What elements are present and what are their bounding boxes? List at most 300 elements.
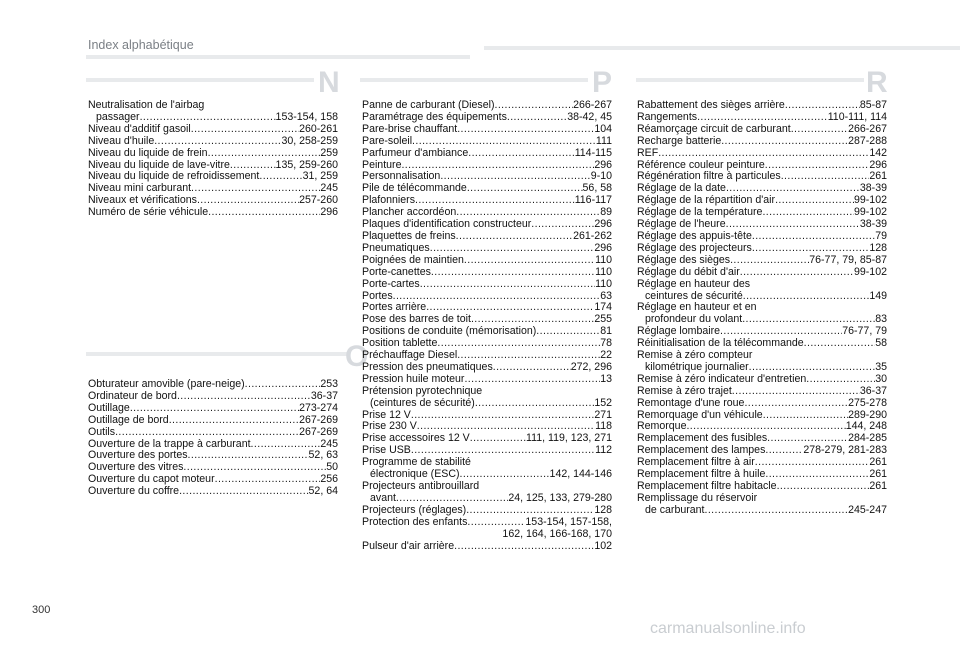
- entry-label: Pression huile moteur: [362, 372, 465, 385]
- index-entry-line: [637, 255, 887, 267]
- entry-pages: 13: [600, 372, 612, 385]
- entry-pages: 52, 64: [308, 485, 338, 498]
- index-entry-line: [88, 427, 338, 439]
- index-entry: [88, 486, 338, 498]
- index-entry-line: [362, 398, 612, 410]
- dot-leader: [215, 474, 321, 486]
- dot-leader: [752, 243, 869, 255]
- entry-pages: 142, 144-146: [549, 468, 612, 481]
- index-entry-line: [637, 148, 887, 160]
- section-p-entries: [362, 100, 612, 552]
- entry-pages: 9-10: [590, 170, 612, 183]
- entry-label: Réglage des appuis-tête: [637, 229, 752, 242]
- entry-label: Remplacement filtre à huile: [637, 468, 766, 481]
- entry-pages: 272, 296: [570, 360, 612, 373]
- index-entry-line: [88, 415, 338, 427]
- entry-label: Remplacement des fusibles: [637, 432, 768, 445]
- entry-label: Préchauffage Diesel: [362, 349, 458, 362]
- index-entry: [362, 136, 612, 148]
- index-entry: [88, 427, 338, 439]
- index-entry: [637, 136, 887, 148]
- section-r-divider: [636, 78, 864, 82]
- index-entry-line: [88, 136, 338, 148]
- entry-label: Neutralisation de l'airbag: [88, 99, 205, 111]
- header-divider-left: [86, 55, 470, 59]
- index-entry: [88, 403, 338, 415]
- dot-leader: [763, 410, 848, 422]
- entry-label: Numéro de série véhicule: [88, 206, 209, 219]
- index-entry-line: [637, 386, 887, 398]
- entry-pages: 104: [594, 122, 612, 135]
- entry-pages: 245: [320, 182, 338, 195]
- index-entry-line: [88, 486, 338, 498]
- entry-pages: 266-267: [573, 99, 612, 111]
- entry-pages: 30: [875, 372, 887, 385]
- index-entry: [88, 100, 338, 124]
- entry-pages: 261: [869, 456, 887, 469]
- entry-label: Ordinateur de bord: [88, 389, 177, 402]
- dot-leader: [743, 291, 870, 303]
- entry-label: Réinitialisation de la télécommande: [637, 337, 804, 350]
- dot-leader: [197, 195, 299, 207]
- entry-label: Réglage des projecteurs: [637, 241, 752, 254]
- entry-label: Pare-soleil: [362, 134, 413, 147]
- entry-label: Rabattement des sièges arrière: [637, 99, 785, 111]
- entry-label: Réglage du débit d'air: [637, 265, 740, 278]
- index-entry-line: [362, 279, 612, 291]
- index-entry-line: [362, 255, 612, 267]
- dot-leader: [179, 486, 308, 498]
- index-entry: [88, 207, 338, 219]
- entry-pages-continued: 162, 164, 166-168, 170: [502, 527, 612, 540]
- index-entry: [362, 279, 612, 291]
- dot-leader: [430, 243, 595, 255]
- entry-pages: 112: [595, 444, 612, 457]
- index-entry: [362, 386, 612, 410]
- entry-pages: 259: [320, 146, 338, 159]
- entry-label: Remise à zéro indicateur d'entretien: [637, 372, 807, 385]
- entry-pages: 260-261: [299, 122, 338, 135]
- entry-label: Pression des pneumatiques: [362, 360, 493, 373]
- index-entry-line: [88, 124, 338, 136]
- entry-label: Ouverture du capot moteur: [88, 473, 215, 486]
- entry-pages: 76-77, 79: [842, 325, 887, 338]
- entry-label: Personnalisation: [362, 170, 441, 183]
- section-n-divider: [86, 78, 314, 82]
- entry-pages: 261: [869, 480, 887, 492]
- entry-label: Niveau mini carburant: [88, 182, 192, 195]
- entry-pages: 31, 259: [302, 170, 338, 183]
- dot-leader: [437, 338, 600, 350]
- entry-label: Niveau du liquide de lave-vitre: [88, 158, 230, 171]
- entry-pages: 253: [320, 378, 338, 390]
- entry-pages: 296: [594, 158, 612, 171]
- section-p-letter: P: [592, 66, 613, 99]
- dot-leader: [191, 124, 299, 136]
- dot-leader: [765, 469, 869, 481]
- entry-pages: 284-285: [848, 432, 887, 445]
- entry-label: Prétension pyrotechnique: [362, 384, 483, 397]
- entry-pages: 245: [320, 437, 338, 450]
- section-o-letter: O: [345, 340, 369, 373]
- entry-label: Ouverture des portes: [88, 449, 188, 462]
- entry-pages: 102: [594, 539, 612, 552]
- entry-label: Réglage des sièges: [637, 253, 731, 266]
- entry-label: Prise 12 V: [362, 408, 411, 421]
- entry-label: REF: [637, 146, 659, 159]
- entry-label: Ouverture des vitres: [88, 461, 184, 474]
- entry-label: Rangements: [637, 110, 698, 123]
- page-header-title: Index alphabétique: [88, 38, 194, 52]
- entry-pages: 296: [594, 241, 612, 254]
- index-entry-line: [637, 267, 887, 279]
- dot-leader: [208, 207, 320, 219]
- entry-pages: 267-269: [299, 413, 338, 426]
- dot-leader: [721, 136, 848, 148]
- index-entry: [637, 279, 887, 303]
- index-entry: [362, 517, 612, 541]
- entry-label: Projecteurs (réglages): [362, 503, 467, 516]
- entry-label: Niveau d'additif gasoil: [88, 122, 191, 135]
- index-entry: [362, 374, 612, 386]
- entry-pages: 22: [600, 349, 612, 362]
- entry-pages: 152: [594, 396, 612, 409]
- entry-label: Portes arrière: [362, 301, 427, 314]
- entry-pages: 63: [600, 289, 612, 302]
- entry-label: kilométrique journalier: [645, 360, 749, 373]
- index-entry: [637, 493, 887, 517]
- entry-pages: 271: [594, 408, 612, 421]
- entry-pages: 111, 119, 123, 271: [525, 432, 612, 445]
- index-entry: [637, 386, 887, 398]
- dot-leader: [130, 403, 299, 415]
- dot-leader: [704, 505, 848, 517]
- entry-label: Réamorçage circuit de carburant: [637, 122, 791, 135]
- entry-pages: 144, 248: [845, 420, 887, 433]
- entry-label: Position tablette: [362, 337, 438, 350]
- entry-label: Plaquettes de freins: [362, 229, 456, 242]
- entry-pages: 35: [875, 360, 887, 373]
- entry-label: Niveau du liquide de refroidissement: [88, 170, 260, 183]
- entry-pages: 135, 259-260: [275, 158, 338, 171]
- entry-label: Prise accessoires 12 V: [362, 432, 470, 445]
- entry-pages: 76-77, 79, 85-87: [809, 253, 887, 266]
- index-entry: [88, 124, 338, 136]
- index-entry-line: [637, 124, 887, 136]
- index-entry-line: [362, 267, 612, 279]
- index-entry-line: [88, 148, 338, 160]
- dot-leader: [169, 415, 299, 427]
- entry-label: Panne de carburant (Diesel): [362, 99, 495, 111]
- dot-leader: [755, 457, 870, 469]
- index-entry-line: [637, 243, 887, 255]
- entry-label: Régénération filtre à particules: [637, 170, 781, 183]
- section-n-entries: [88, 100, 338, 219]
- entry-label: Référence couleur peinture: [637, 158, 765, 171]
- entry-label: Remplissage du réservoir: [637, 491, 758, 504]
- dot-leader: [744, 398, 848, 410]
- dot-leader: [420, 279, 595, 291]
- dot-leader: [466, 505, 594, 517]
- entry-pages: 50: [326, 461, 338, 474]
- dot-leader: [740, 267, 854, 279]
- dot-leader: [464, 374, 600, 386]
- dot-leader: [464, 255, 595, 267]
- entry-pages: 289-290: [848, 408, 887, 421]
- dot-leader: [791, 124, 848, 136]
- entry-pages: 99-102: [854, 265, 887, 278]
- index-entry-line: [362, 148, 612, 160]
- section-p-divider: [360, 78, 588, 82]
- dot-leader: [454, 541, 594, 553]
- entry-label: Niveau d'huile: [88, 134, 155, 147]
- entry-label: (ceintures de sécurité): [370, 396, 475, 409]
- entry-pages: 296: [869, 158, 887, 171]
- entry-pages: 256: [320, 473, 338, 486]
- index-entry: [637, 374, 887, 386]
- entry-label: Poignées de maintien: [362, 253, 464, 266]
- index-entry: [637, 398, 887, 410]
- entry-pages: 128: [594, 503, 612, 516]
- entry-label: Niveaux et vérifications: [88, 194, 197, 207]
- index-entry-line: [637, 374, 887, 386]
- index-entry-line: [637, 505, 887, 517]
- entry-label: Plancher accordéon: [362, 206, 457, 219]
- dot-leader: [115, 427, 299, 439]
- entry-label: Réglage de la répartition d'air: [637, 194, 776, 207]
- entry-label: Remplacement filtre habitacle: [637, 480, 777, 492]
- entry-label: Pile de télécommande: [362, 182, 467, 195]
- entry-pages: 110: [595, 253, 612, 266]
- dot-leader: [411, 410, 594, 422]
- entry-label: Outillage de bord: [88, 413, 169, 426]
- index-entry: [362, 124, 612, 136]
- entry-pages: 255: [594, 313, 612, 326]
- index-entry: [637, 243, 887, 255]
- entry-label: Obturateur amovible (pare-neige): [88, 378, 245, 390]
- entry-label: Recharge batterie: [637, 134, 722, 147]
- index-entry: [362, 148, 612, 160]
- entry-label: Pulseur d'air arrière: [362, 539, 455, 552]
- entry-label: Pose des barres de toit: [362, 313, 471, 326]
- index-entry: [637, 255, 887, 267]
- index-entry: [88, 148, 338, 160]
- index-entry-line: [362, 243, 612, 255]
- entry-pages: 118: [595, 420, 612, 433]
- entry-pages: 261: [869, 170, 887, 183]
- entry-pages: 149: [869, 289, 887, 302]
- entry-label: Projecteurs antibrouillard: [362, 480, 480, 492]
- index-entry: [637, 302, 887, 326]
- dot-leader: [658, 148, 869, 160]
- section-o-entries: [88, 379, 338, 498]
- entry-label: Pneumatiques: [362, 241, 430, 254]
- index-entry: [637, 350, 887, 374]
- index-entry: [88, 136, 338, 148]
- entry-pages: 30, 258-259: [281, 134, 338, 147]
- section-r-letter: R: [866, 66, 888, 99]
- entry-label: Programme de stabilité: [362, 456, 471, 469]
- entry-label: Remise à zéro trajet: [637, 384, 732, 397]
- entry-pages: 114-115: [574, 146, 612, 159]
- entry-pages: 296: [594, 218, 612, 231]
- entry-label: Réglage en hauteur des: [637, 277, 751, 290]
- entry-pages: 273-274: [299, 401, 338, 414]
- entry-label: Prise 230 V: [362, 420, 417, 433]
- entry-label: Remorquage d'un véhicule: [637, 408, 763, 421]
- entry-label: Paramétrage des équipements: [362, 110, 507, 123]
- index-entry-line: [362, 124, 612, 136]
- entry-pages: 36-37: [859, 384, 887, 397]
- index-entry: [362, 541, 612, 553]
- entry-pages: 99-102: [854, 194, 887, 207]
- entry-label: Remplacement filtre à air: [637, 456, 755, 469]
- entry-label: profondeur du volant: [645, 313, 743, 326]
- entry-label: Remplacement des lampes: [637, 444, 766, 457]
- index-entry: [637, 267, 887, 279]
- index-entry: [637, 124, 887, 136]
- entry-label: Remise à zéro compteur: [637, 349, 753, 362]
- index-entry: [362, 505, 612, 517]
- dot-leader: [431, 267, 595, 279]
- header-divider-right: [484, 46, 960, 50]
- dot-leader: [457, 124, 594, 136]
- entry-label: Réglage de l'heure: [637, 218, 726, 231]
- entry-pages: 128: [869, 241, 887, 254]
- entry-pages: 153-154, 158: [275, 110, 338, 123]
- entry-label: Réglage de la température: [637, 206, 763, 219]
- dot-leader: [470, 433, 526, 445]
- index-entry: [362, 267, 612, 279]
- entry-label: Ouverture de la trappe à carburant: [88, 437, 251, 450]
- entry-label: Positions de conduite (mémorisation): [362, 325, 537, 338]
- index-entry-line: [88, 207, 338, 219]
- dot-leader: [732, 386, 860, 398]
- dot-leader: [467, 517, 525, 529]
- entry-pages: 58: [875, 337, 887, 350]
- entry-label: Prise USB: [362, 444, 411, 457]
- entry-pages: 275-278: [848, 396, 887, 409]
- entry-pages: 266-267: [848, 122, 887, 135]
- dot-leader: [188, 450, 309, 462]
- entry-label: Ouverture du coffre: [88, 485, 180, 498]
- entry-label: Remontage d'une roue: [637, 396, 745, 409]
- section-n-letter: N: [318, 66, 340, 99]
- entry-label: Outils: [88, 425, 116, 438]
- index-entry: [637, 148, 887, 160]
- index-entry-line: [362, 136, 612, 148]
- entry-label: Protection des enfants: [362, 515, 468, 528]
- entry-label: Parfumeur d'ambiance: [362, 146, 469, 159]
- entry-pages: 245-247: [848, 503, 887, 516]
- entry-label: électronique (ESC): [370, 468, 460, 481]
- dot-leader: [536, 326, 600, 338]
- entry-pages: 85-87: [859, 99, 887, 111]
- dot-leader: [259, 171, 302, 183]
- entry-pages: 81: [600, 325, 612, 338]
- index-entry-line: [637, 398, 887, 410]
- entry-label: Plafonniers: [362, 194, 415, 207]
- dot-leader: [468, 148, 574, 160]
- entry-pages: 38-39: [859, 182, 887, 195]
- entry-pages: 153-154, 157-158,: [525, 515, 612, 528]
- dot-leader: [730, 255, 809, 267]
- entry-pages: 111: [595, 134, 612, 147]
- entry-pages: 78: [600, 337, 612, 350]
- entry-pages: 110: [595, 277, 612, 290]
- dot-leader: [475, 398, 595, 410]
- entry-pages: 261: [869, 468, 887, 481]
- entry-pages: 56, 58: [582, 182, 612, 195]
- dot-leader: [804, 338, 876, 350]
- entry-label: de carburant: [645, 503, 705, 516]
- dot-leader: [467, 183, 583, 195]
- index-entry: [362, 243, 612, 255]
- dot-leader: [762, 207, 854, 219]
- index-entry: [362, 255, 612, 267]
- entry-label: ceintures de sécurité: [645, 289, 743, 302]
- entry-label: Porte-cartes: [362, 277, 420, 290]
- entry-label: Porte-canettes: [362, 265, 431, 278]
- entry-pages: 261-262: [573, 229, 612, 242]
- entry-label: Outillage: [88, 401, 130, 414]
- entry-pages: 287-288: [848, 134, 887, 147]
- index-entry-line: [637, 136, 887, 148]
- index-entry: [362, 457, 612, 481]
- entry-pages: 38-42, 45: [567, 110, 612, 123]
- entry-label: avant: [370, 491, 396, 504]
- entry-label: Peinture: [362, 158, 402, 171]
- section-o-divider: [86, 352, 350, 356]
- dot-leader: [752, 231, 875, 243]
- dot-leader: [806, 374, 875, 386]
- dot-leader: [775, 195, 854, 207]
- entry-pages: 110-111, 114: [827, 110, 887, 123]
- index-entry-line: [362, 505, 612, 517]
- entry-pages: 52, 63: [308, 449, 338, 462]
- dot-leader: [245, 379, 321, 391]
- dot-leader: [777, 481, 870, 493]
- dot-leader: [765, 445, 803, 457]
- entry-label: Réglage en hauteur et en: [637, 301, 757, 314]
- entry-label: Plaques d'identification constructeur: [362, 218, 532, 231]
- entry-pages: 38-39: [859, 218, 887, 231]
- entry-label: Réglage de la date: [637, 182, 726, 195]
- page-number: 300: [32, 604, 51, 616]
- dot-leader: [456, 231, 573, 243]
- entry-pages: 24, 125, 133, 279-280: [508, 491, 612, 504]
- entry-pages: 296: [320, 206, 338, 219]
- dot-leader: [177, 391, 311, 403]
- entry-pages: 79: [875, 229, 887, 242]
- entry-pages: 142: [869, 146, 887, 159]
- index-entry-line: [362, 517, 612, 529]
- dot-leader: [493, 362, 571, 374]
- index-entry: [88, 415, 338, 427]
- dot-leader: [154, 136, 281, 148]
- entry-pages: 174: [594, 301, 612, 314]
- section-r-entries: [637, 100, 887, 517]
- entry-pages: 116-117: [574, 194, 612, 207]
- entry-pages: 36-37: [310, 389, 338, 402]
- index-entry-line: [362, 374, 612, 386]
- entry-pages: 110: [595, 265, 612, 278]
- dot-leader: [781, 171, 870, 183]
- index-entry-line: [88, 403, 338, 415]
- entry-label: Portes: [362, 289, 393, 302]
- entry-pages: 278-279, 281-283: [803, 444, 887, 457]
- dot-leader: [507, 112, 567, 124]
